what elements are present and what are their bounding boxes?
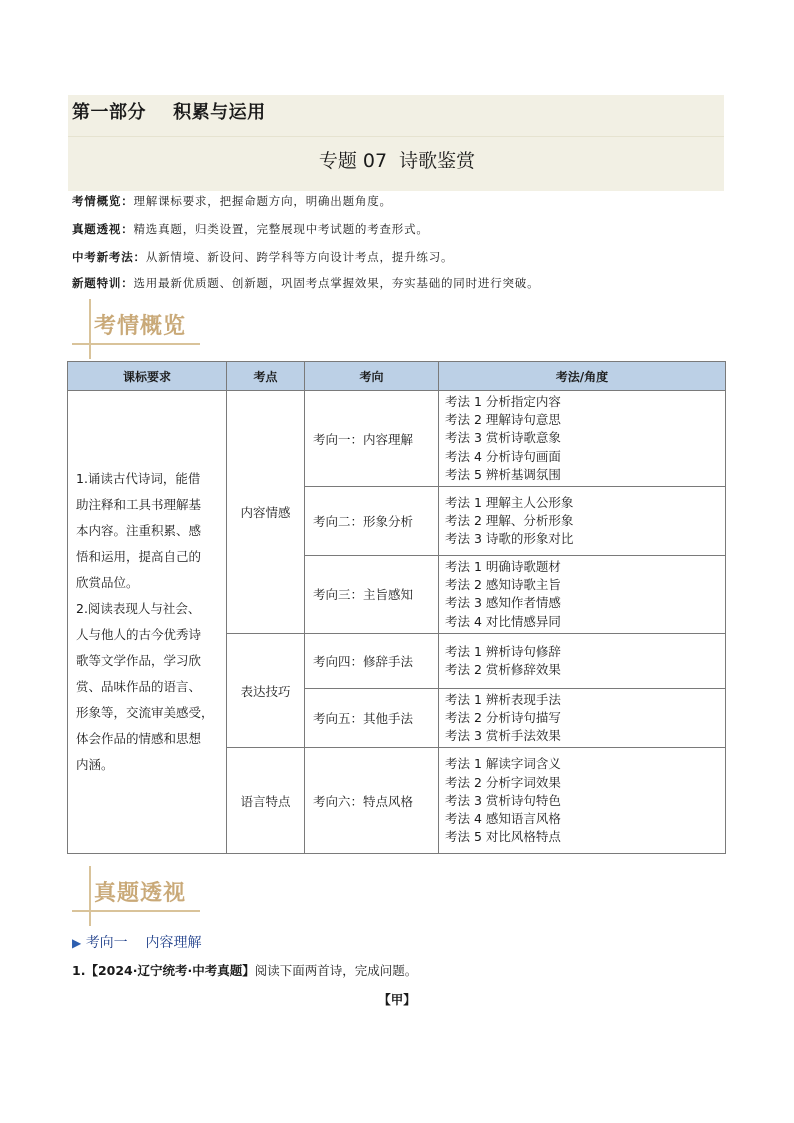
intro-text: 选用最新优质题、创新题，巩固考点掌握效果，夯实基础的同时进行突破。 — [133, 276, 540, 290]
intro-line-overview — [72, 193, 732, 209]
direction-cell: 考向二：形象分析 — [305, 487, 439, 556]
intro-label: 考情概览： — [72, 194, 134, 208]
standard-line: 悟和运用，提高自己的 — [76, 549, 202, 565]
method-item: 考法 2 感知诗歌主旨 — [445, 577, 561, 593]
method-item: 考法 4 分析诗句画面 — [445, 448, 561, 464]
methods-cell — [439, 688, 726, 748]
question-source: 【2024·辽宁统考·中考真题】 — [85, 963, 255, 978]
method-item: 考法 2 理解、分析形象 — [445, 512, 574, 528]
methods-cell — [439, 633, 726, 688]
poem-label: 【甲】 — [378, 992, 416, 1007]
intro-text: 从新情境、新设问、跨学科等方向设计考点，提升练习。 — [145, 250, 454, 264]
part-title: 第一部分 积累与运用 — [72, 102, 266, 123]
header-divider — [68, 136, 724, 137]
intro-text: 精选真题，归类设置，完整展现中考试题的考查形式。 — [133, 222, 429, 236]
method-item: 考法 2 赏析修辞效果 — [445, 661, 561, 677]
curriculum-standard-cell — [68, 391, 227, 854]
exam-point-cell: 内容情感 — [227, 391, 305, 634]
section-heading-overview — [72, 305, 212, 365]
section-title: 真题透视 — [94, 881, 187, 906]
direction-cell: 考向四：修辞手法 — [305, 633, 439, 688]
method-item: 考法 3 赏析诗句特色 — [445, 792, 561, 808]
methods-cell — [439, 748, 726, 854]
column-header: 考法/角度 — [439, 362, 726, 391]
question-1 — [72, 961, 417, 979]
heading-horizontal-bar — [72, 910, 200, 912]
intro-label: 新题特训： — [72, 276, 134, 290]
topic-title: 专题 07 诗歌鉴赏 — [318, 150, 476, 172]
intro-line-real — [72, 221, 732, 237]
method-item: 考法 1 辨析诗句修辞 — [445, 643, 561, 659]
methods-cell — [439, 487, 726, 556]
heading-vertical-bar — [89, 866, 91, 926]
heading-horizontal-bar — [72, 343, 200, 345]
method-item: 考法 4 感知语言风格 — [445, 811, 561, 827]
question-direction-heading — [72, 932, 202, 952]
direction-cell: 考向三：主旨感知 — [305, 556, 439, 634]
method-item: 考法 1 理解主人公形象 — [445, 494, 574, 510]
question-prompt: 阅读下面两首诗，完成问题。 — [254, 963, 418, 978]
column-header: 课标要求 — [68, 362, 227, 391]
intro-label: 真题透视： — [72, 222, 134, 236]
method-item: 考法 2 分析字词效果 — [445, 774, 561, 790]
methods-cell — [439, 556, 726, 634]
exam-point-cell: 语言特点 — [227, 748, 305, 854]
standard-line: 人与他人的古今优秀诗 — [76, 627, 202, 643]
exam-overview-table — [67, 361, 726, 854]
standard-line: 内涵。 — [76, 757, 114, 773]
method-item: 考法 4 对比情感异同 — [445, 613, 561, 629]
method-item: 考法 3 赏析手法效果 — [445, 728, 561, 744]
method-item: 考法 1 明确诗歌题材 — [445, 559, 561, 575]
method-item: 考法 3 诗歌的形象对比 — [445, 531, 574, 547]
direction-cell: 考向一：内容理解 — [305, 391, 439, 487]
intro-line-new-method — [72, 249, 732, 265]
method-item: 考法 2 理解诗句意思 — [445, 412, 561, 428]
method-item: 考法 1 辨析表现手法 — [445, 691, 561, 707]
intro-line-training — [72, 275, 732, 291]
direction-cell: 考向五：其他手法 — [305, 688, 439, 748]
method-item: 考法 1 分析指定内容 — [445, 394, 561, 409]
heading-vertical-bar — [89, 299, 91, 359]
method-item: 考法 3 赏析诗歌意象 — [445, 430, 561, 446]
triangle-right-icon: ▶ — [72, 936, 82, 950]
method-item: 考法 2 分析诗句描写 — [445, 710, 561, 726]
intro-label: 中考新考法： — [72, 250, 146, 264]
exam-point-cell: 表达技巧 — [227, 633, 305, 748]
table-header-row — [68, 362, 726, 391]
standard-line: 欣赏品位。 — [76, 575, 139, 591]
column-header: 考向 — [305, 362, 439, 391]
column-header: 考点 — [227, 362, 305, 391]
standard-line: 赏、品味作品的语言、 — [76, 679, 202, 695]
question-direction-label: 考向一 内容理解 — [85, 935, 202, 951]
section-heading-real-questions — [72, 872, 212, 932]
standard-line: 1.诵读古代诗词，能借 — [76, 471, 201, 487]
question-number: 1. — [72, 963, 86, 978]
standard-line: 歌等文学作品，学习欣 — [76, 653, 202, 669]
intro-text: 理解课标要求，把握命题方向，明确出题角度。 — [133, 194, 392, 208]
method-item: 考法 3 感知作者情感 — [445, 595, 561, 611]
standard-line: 体会作品的情感和思想 — [76, 731, 202, 747]
methods-cell — [439, 391, 726, 487]
table-row — [68, 391, 726, 487]
method-item: 考法 5 辨析基调氛围 — [445, 466, 561, 482]
method-item: 考法 5 对比风格特点 — [445, 829, 561, 845]
standard-line: 2.阅读表现人与社会、 — [76, 601, 201, 617]
standard-line: 本内容。注重积累、感 — [76, 523, 202, 539]
section-title: 考情概览 — [94, 314, 187, 339]
method-item: 考法 1 解读字词含义 — [445, 756, 561, 772]
standard-line: 助注释和工具书理解基 — [76, 497, 202, 513]
standard-line: 形象等，交流审美感受， — [76, 705, 214, 721]
direction-cell: 考向六：特点风格 — [305, 748, 439, 854]
